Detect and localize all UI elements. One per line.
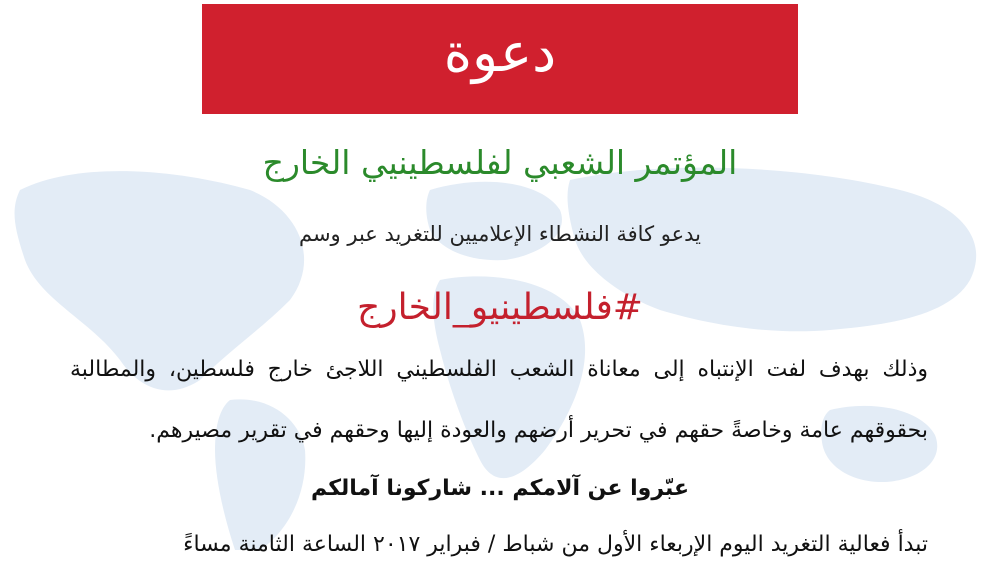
hashtag: #فلسطينيو_الخارج bbox=[357, 287, 643, 328]
body-paragraph-line-1: وذلك بهدف لفت الإنتباه إلى معاناة الشعب الفلسطيني اللاجئ خارج فلسطين، والمطالبة bbox=[70, 357, 928, 382]
slogan: عبّروا عن آلامكم ... شاركونا آمالكم bbox=[310, 476, 690, 501]
organization-name: المؤتمر الشعبي لفلسطينيي الخارج bbox=[262, 143, 738, 182]
invitation-banner bbox=[202, 4, 798, 114]
invite-text: يدعو كافة النشطاء الإعلاميين للتغريد عبر وسم bbox=[298, 222, 701, 246]
banner-title: دعوة bbox=[443, 21, 557, 84]
event-time-line: تبدأ فعالية التغريد اليوم الإربعاء الأول من شباط / فبراير ٢٠١٧ الساعة الثامنة مساءً bbox=[183, 532, 928, 557]
body-paragraph-line-2: بحقوقهم عامة وخاصةً حقهم في تحرير أرضهم والعودة إليها وحقهم في تقرير مصيرهم. bbox=[149, 418, 928, 443]
